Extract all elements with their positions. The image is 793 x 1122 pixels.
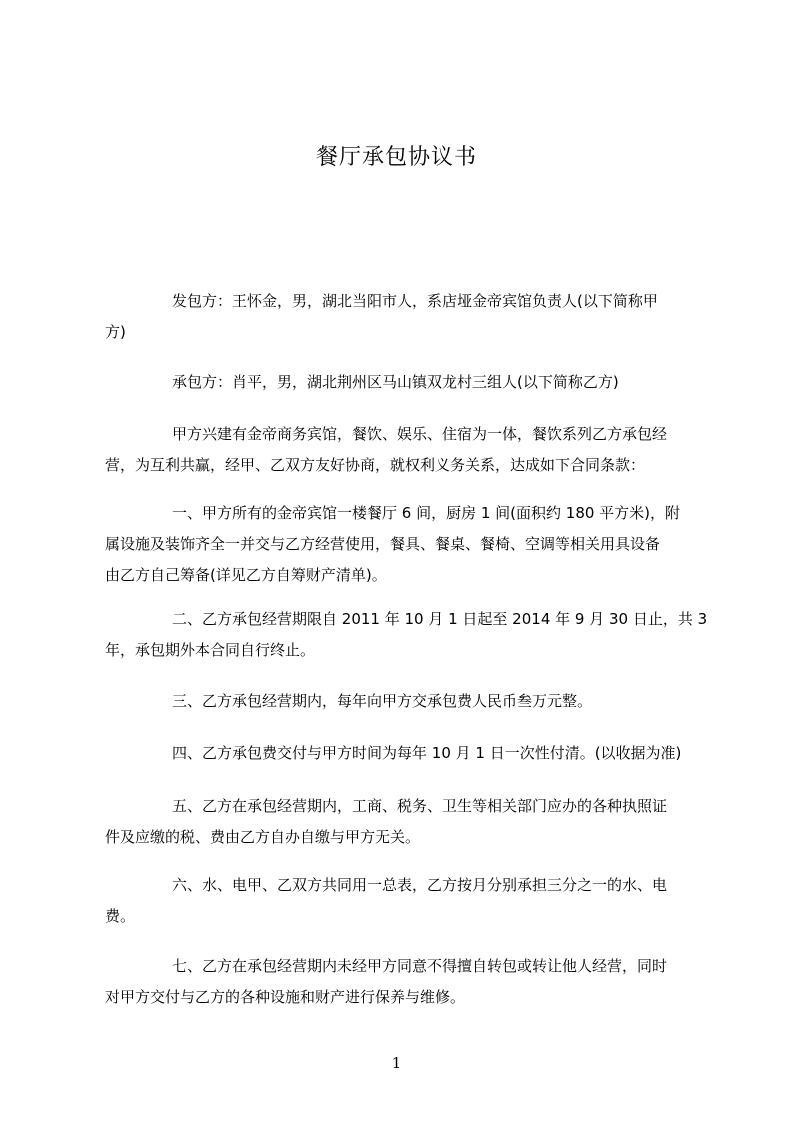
paragraph-line: 六、水、电甲、乙双方共同用一总表，乙方按月分别承担三分之一的水、电 — [172, 876, 668, 894]
paragraph-line: 三、乙方承包经营期内，每年向甲方交承包费人民币叁万元整。 — [172, 692, 593, 710]
paragraph-line: 二、乙方承包经营期限自 2011 年 10 月 1 日起至 2014 年 9 月 30 日止，共 3 — [172, 610, 708, 628]
paragraph-line: 甲方兴建有金帝商务宾馆，餐饮、娱乐、住宿为一体，餐饮系列乙方承包经 — [172, 425, 668, 443]
paragraph-contractee — [105, 367, 700, 398]
paragraph-preamble — [105, 419, 700, 481]
clause-5 — [105, 791, 700, 853]
paragraph-line: 承包方：肖平，男，湖北荆州区马山镇双龙村三组人(以下简称乙方) — [172, 373, 619, 391]
clause-7 — [105, 951, 700, 1013]
paragraph-line: 七、乙方在承包经营期内未经甲方同意不得擅自转包或转让他人经营，同时 — [172, 957, 668, 975]
clause-4 — [105, 738, 700, 769]
paragraph-line: 四、乙方承包费交付与甲方时间为每年 10 月 1 日一次性付清。(以收据为准) — [172, 744, 682, 762]
paragraph-line: 一、甲方所有的金帝宾馆一楼餐厅 6 间，厨房 1 间(面积约 180 平方米)，附 — [172, 504, 681, 522]
paragraph-contractor — [105, 286, 700, 348]
paragraph-line: 对甲方交付与乙方的各种设施和财产进行保养与维修。 — [105, 988, 466, 1006]
document-title: 餐厅承包协议书 — [315, 145, 477, 170]
paragraph-line: 由乙方自己筹备(详见乙方自筹财产清单)。 — [105, 566, 387, 584]
paragraph-line: 营，为互利共赢，经甲、乙双方友好协商，就权利义务关系，达成如下合同条款： — [105, 456, 646, 474]
clause-1 — [105, 498, 700, 591]
paragraph-line: 属设施及装饰齐全一并交与乙方经营使用，餐具、餐桌、餐椅、空调等相关用具设备 — [105, 535, 661, 553]
clause-2 — [105, 604, 708, 666]
clause-6 — [105, 870, 700, 932]
paragraph-line: 发包方：王怀金，男，湖北当阳市人，系店垭金帝宾馆负责人(以下简称甲 — [172, 292, 658, 310]
paragraph-line: 费。 — [105, 907, 136, 925]
paragraph-line: 年，承包期外本合同自行终止。 — [105, 641, 316, 659]
paragraph-line: 方) — [105, 323, 126, 341]
page-number: 1 — [391, 1054, 402, 1072]
paragraph-line: 件及应缴的税、费由乙方自办自缴与甲方无关。 — [105, 828, 421, 846]
clause-3 — [105, 686, 700, 717]
paragraph-line: 五、乙方在承包经营期内，工商、税务、卫生等相关部门应办的各种执照证 — [172, 797, 668, 815]
